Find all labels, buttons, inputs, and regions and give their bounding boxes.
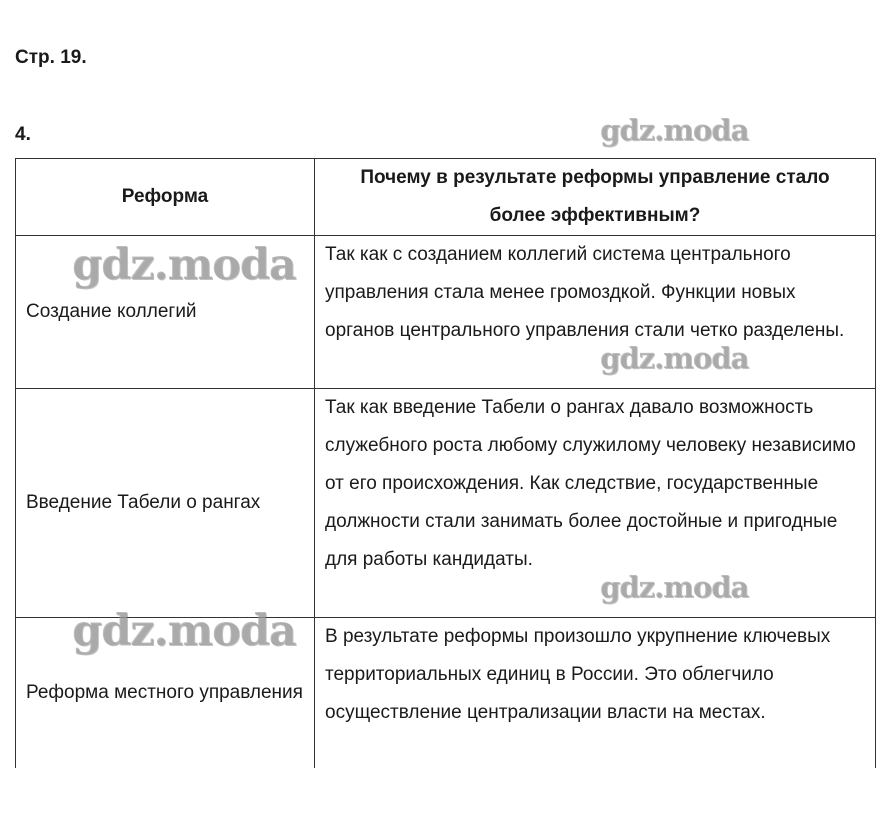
- reason-cell: Так как с созданием коллегий система центрального управления стала менее громоздкой. Функции новых органов центрального управления стали четко разделены.: [315, 236, 876, 389]
- reform-cell: Реформа местного управления: [16, 618, 315, 769]
- reform-cell: Создание коллегий: [16, 236, 315, 389]
- watermark: gdz.moda: [600, 113, 749, 147]
- header-reform: Реформа: [16, 159, 315, 236]
- table-row: [16, 618, 876, 769]
- header-reason: Почему в результате реформы управление стало более эффективным?: [315, 159, 876, 236]
- table-header-row: [16, 159, 876, 236]
- reform-cell: Введение Табели о рангах: [16, 389, 315, 618]
- page-reference: Стр. 19.: [15, 47, 87, 68]
- reason-cell: В результате реформы произошло укрупнение ключевых территориальных единиц в России. Это облегчило осуществление централизации власти на местах.: [315, 618, 876, 769]
- watermark: gdz.moda: [72, 240, 296, 290]
- watermark: gdz.moda: [600, 341, 749, 375]
- answer-table: [15, 158, 876, 768]
- task-number: 4.: [15, 124, 31, 145]
- table-row: [16, 389, 876, 618]
- watermark: gdz.moda: [600, 570, 749, 604]
- watermark: gdz.moda: [72, 606, 296, 656]
- table-row: [16, 236, 876, 389]
- reason-cell: Так как введение Табели о рангах давало возможность служебного роста любому служилому человеку независимо от его происхождения. Как следствие, государственные должности стали занимать более достойные и пригодные для работы кандидаты.: [315, 389, 876, 618]
